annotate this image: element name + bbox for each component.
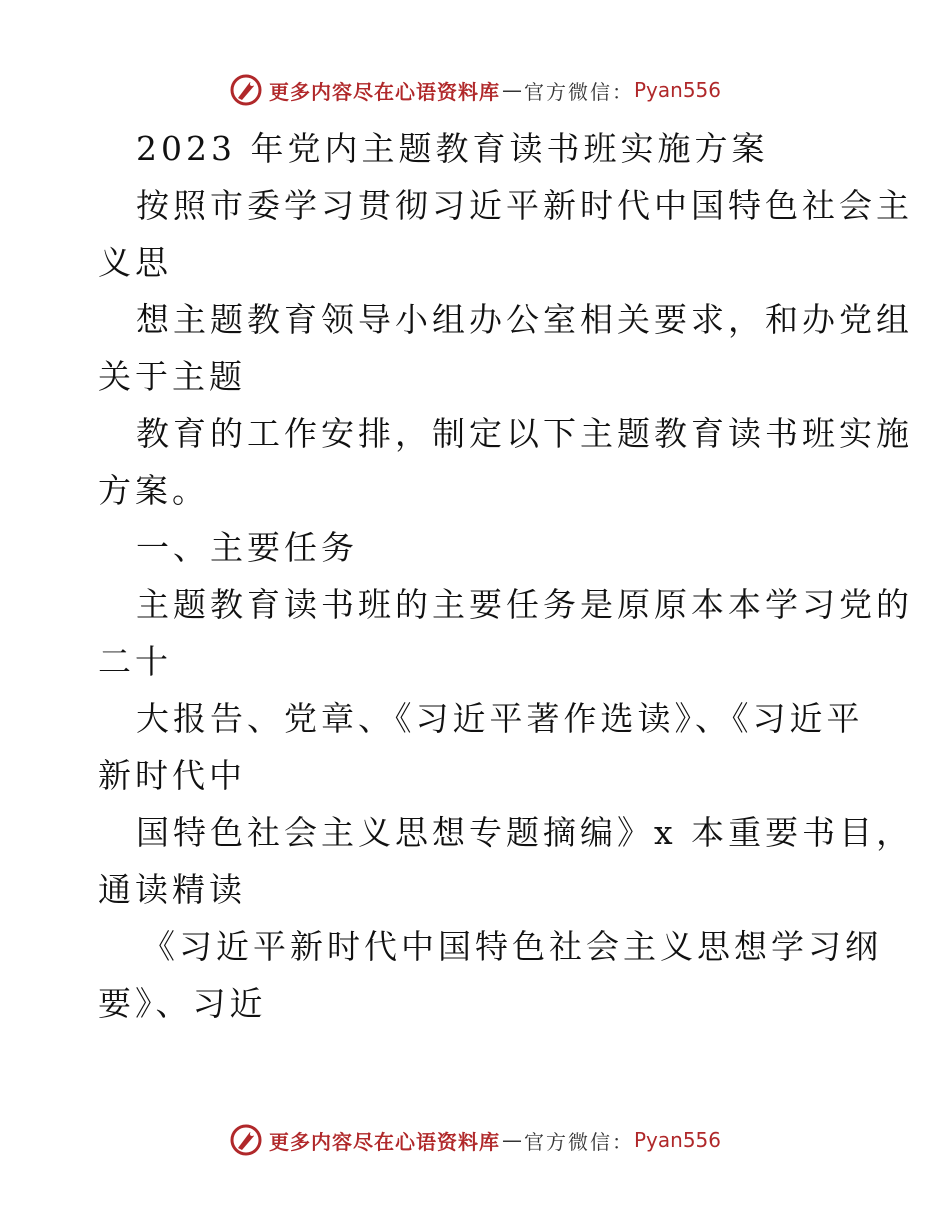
footer-banner <box>0 1120 950 1160</box>
paragraph-line: 按照市委学习贯彻习近平新时代中国特色社会主 <box>136 186 913 225</box>
pen-logo-icon <box>229 1123 263 1157</box>
paragraph-line: 想主题教育领导小组办公室相关要求，和办党组 <box>136 300 913 339</box>
paragraph-line: 教育的工作安排，制定以下主题教育读书班实施 <box>136 414 913 453</box>
banner-wechat-label: 官方微信： <box>523 79 634 104</box>
paragraph-line: 主题教育读书班的主要任务是原原本本学习党的 <box>136 585 913 624</box>
document-title: 2023 年党内主题教育读书班实施方案 <box>136 129 769 168</box>
paragraph-line: 新时代中 <box>98 756 246 795</box>
paragraph-line: 义思 <box>98 243 172 282</box>
paragraph-line: 国特色社会主义思想专题摘编》x 本重要书目， <box>136 813 914 852</box>
paragraph-line: 通读精读 <box>98 870 246 909</box>
pen-logo-icon <box>229 73 263 107</box>
section-heading: 一、主要任务 <box>136 528 358 567</box>
paragraph-line: 大报告、党章、《习近平著作选读》、《习近平 <box>136 699 864 738</box>
banner-wechat-id: Pyan556 <box>633 1128 721 1152</box>
banner-separator: — <box>501 1128 522 1152</box>
banner-separator: — <box>501 78 522 102</box>
banner-text: 更多内容尽在心语资料库 <box>268 79 500 104</box>
paragraph-line: 关于主题 <box>98 357 246 396</box>
banner-text: 更多内容尽在心语资料库 <box>268 1129 500 1154</box>
banner-wechat-label: 官方微信： <box>523 1129 634 1154</box>
header-banner <box>0 70 950 110</box>
document-body <box>98 120 914 1032</box>
paragraph-line: 《习近平新时代中国特色社会主义思想学习纲 <box>142 927 882 966</box>
banner-wechat-id: Pyan556 <box>633 78 721 102</box>
paragraph-line: 方案。 <box>98 471 209 510</box>
paragraph-line: 二十 <box>98 642 172 681</box>
paragraph-line: 要》、习近 <box>98 984 267 1023</box>
